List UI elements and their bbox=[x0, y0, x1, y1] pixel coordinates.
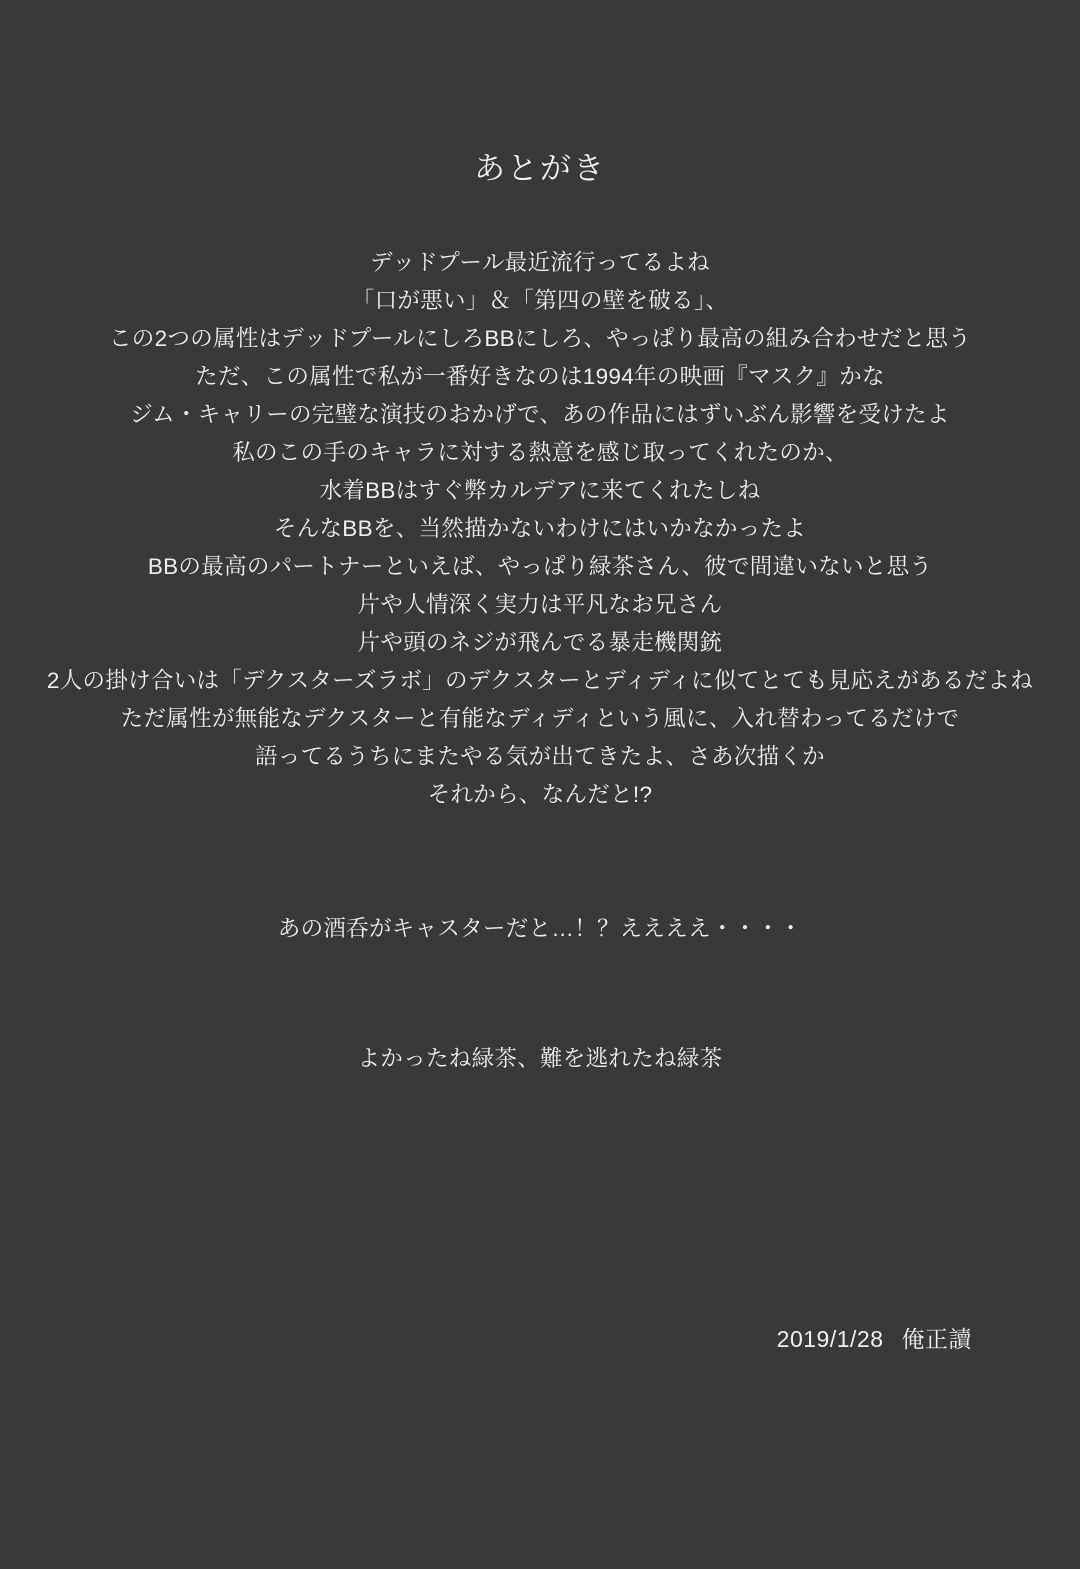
closing-line: よかったね緑茶、難を逃れたね緑茶 bbox=[357, 1046, 723, 1071]
afterword-body bbox=[0, 244, 1080, 814]
closing-block bbox=[0, 1040, 1080, 1078]
body-line: 2人の掛け合いは「デクスターズラボ」のデクスターとディディに似てとても見応えがあるだよね bbox=[46, 668, 1034, 693]
body-line: BBの最高のパートナーといえば、やっぱり緑茶さん、彼で間違いないと思う bbox=[147, 554, 933, 579]
body-line: 片や人情深く実力は平凡なお兄さん bbox=[357, 592, 723, 617]
body-line: ただ、この属性で私が一番好きなのは1994年の映画『マスク』かな bbox=[195, 364, 885, 389]
page-title: あとがき bbox=[474, 151, 606, 186]
body-line: それから、なんだと!? bbox=[427, 782, 653, 807]
body-line: デッドプール最近流行ってるよね bbox=[370, 250, 710, 275]
body-line: この2つの属性はデッドプールにしろBBにしろ、やっぱり最高の組み合わせだと思う bbox=[109, 326, 971, 351]
aside-line: あの酒呑がキャスターだと…！？ええええ・・・・ bbox=[277, 916, 803, 941]
body-line: 私のこの手のキャラに対する熱意を感じ取ってくれたのか、 bbox=[232, 440, 848, 465]
aside-block bbox=[0, 910, 1080, 948]
body-line: ただ属性が無能なデクスターと有能なディディという風に、入れ替わってるだけで bbox=[120, 706, 960, 731]
body-line: 「口が悪い」＆「第四の壁を破る」、 bbox=[351, 288, 729, 313]
body-line: そんなBBを、当然描かないわけにはいかなかったよ bbox=[273, 516, 807, 541]
body-line: 水着BBはすぐ弊カルデアに来てくれたしね bbox=[319, 478, 761, 503]
signature-date: 2019/1/28 bbox=[776, 1326, 884, 1352]
signature bbox=[777, 1321, 972, 1354]
body-line: 語ってるうちにまたやる気が出てきたよ、さあ次描くか bbox=[254, 744, 825, 769]
body-line: ジム・キャリーの完璧な演技のおかげで、あの作品にはずいぶん影響を受けたよ bbox=[130, 402, 950, 427]
body-line: 片や頭のネジが飛んでる暴走機関銃 bbox=[357, 630, 723, 655]
signature-author: 俺正讀 bbox=[901, 1326, 972, 1352]
